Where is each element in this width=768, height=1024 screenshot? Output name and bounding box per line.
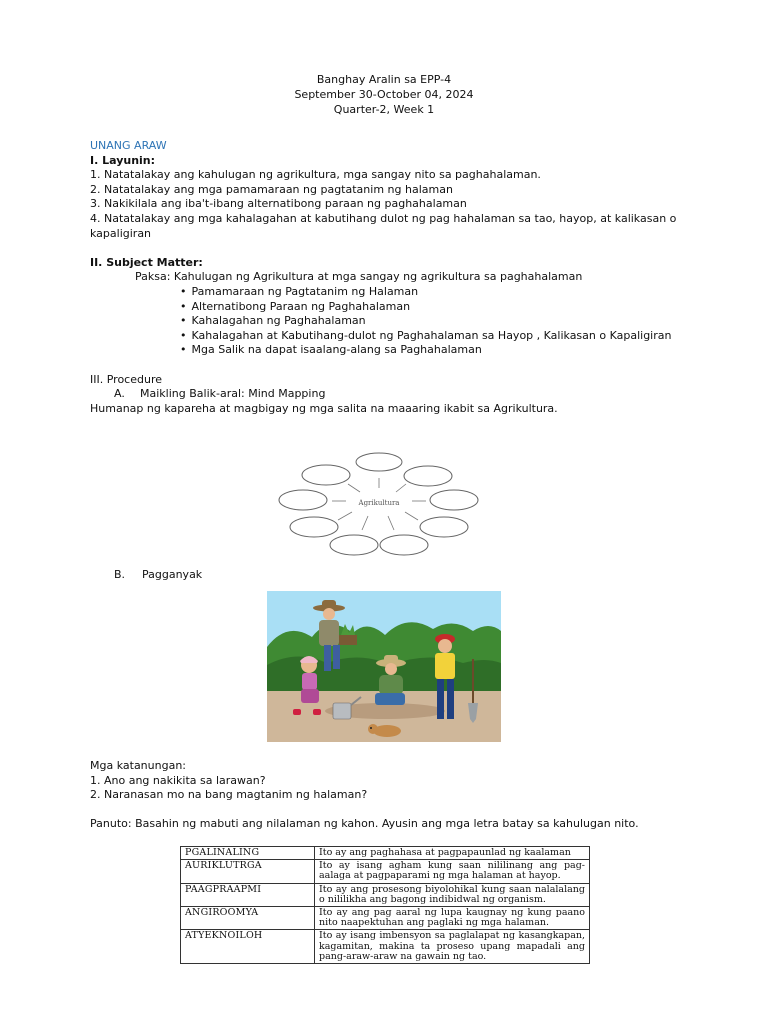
procedure-part-a — [90, 387, 690, 402]
question-item: 1. Ano ang nakikita sa larawan? — [90, 773, 266, 787]
subject-topic: Paksa: Kahulugan ng Agrikultura at mga sangay ng agrikultura sa paghahalaman — [135, 270, 583, 284]
questions-section — [90, 759, 690, 832]
subject-bullet: • Kahalagahan ng Paghahalaman — [180, 314, 690, 329]
subject-bullet: • Pamamaraan ng Pagtatanim ng Halaman — [180, 285, 690, 300]
scrambled-word: PAAGPRAAPMI — [181, 883, 315, 906]
day-label: UNANG ARAW — [90, 139, 167, 152]
part-a-instruction: Humanap ng kapareha at magbigay ng mga salita na maaaring ikabit sa Agrikultura. — [90, 401, 558, 415]
mind-map-center-label: Agrikultura — [358, 499, 400, 507]
part-a-title: Maikling Balik-aral: Mind Mapping — [140, 387, 326, 401]
document-dates: September 30-October 04, 2024 — [294, 88, 474, 101]
subject-bullet: • Kahalagahan at Kabutihang-dulot ng Paghahalaman sa Hayop , Kalikasan o Kapaligiran — [180, 329, 690, 344]
mind-map-bubble — [420, 517, 468, 537]
word-definition: Ito ay ang pag aaral ng lupa kaugnay ng kung paano nito naapektuhan ang paglaki ng mga halaman. — [315, 907, 590, 930]
kneeling-man-figure — [375, 655, 406, 705]
table-row — [181, 860, 590, 883]
mind-map-bubble — [380, 535, 428, 555]
objectives-heading: I. Layunin: — [90, 153, 156, 167]
procedure-heading: III. Procedure — [90, 372, 162, 386]
scrambled-word: AURIKLUTRGA — [181, 860, 315, 883]
lesson-body — [90, 139, 690, 416]
part-b-marker: B. — [114, 568, 126, 581]
table-row — [181, 907, 590, 930]
word-definition: Ito ay ang paghahasa at pagpapaunlad ng kaalaman — [315, 847, 590, 860]
question-item: 2. Naranasan mo na bang magtanim ng halaman? — [90, 788, 368, 802]
subject-bullet: • Alternatibong Paraan ng Paghahalaman — [180, 300, 690, 315]
questions-heading: Mga katanungan: — [90, 759, 186, 772]
objective-item: 4. Natatalakay ang mga kahalagahan at kabutihang dulot ng pag hahalaman sa tao, hayop, at kalikasan o kapaligiran — [90, 211, 677, 240]
objective-item: 3. Nakikilala ang iba't-ibang alternatibong paraan ng paghahalaman — [90, 197, 467, 211]
table-row — [181, 883, 590, 906]
mind-map-bubble — [404, 466, 452, 486]
part-a-marker: A. — [114, 387, 125, 401]
mind-map-bubble — [356, 453, 402, 471]
table-row — [181, 847, 590, 860]
mind-map-bubble — [290, 517, 338, 537]
mind-map-bubble — [279, 490, 327, 510]
scrambled-word: ATYEKNOILOH — [181, 930, 315, 964]
mind-map-bubble — [430, 490, 478, 510]
mind-map-diagram — [268, 448, 490, 560]
scrambled-word: ANGIROOMYA — [181, 907, 315, 930]
subject-bullet: • Mga Salik na dapat isaalang-alang sa Paghahalaman — [180, 343, 690, 358]
procedure-part-b — [90, 568, 690, 583]
mind-map-bubble — [302, 465, 350, 485]
document-header — [0, 73, 768, 118]
document-title: Banghay Aralin sa EPP-4 — [316, 73, 452, 86]
scrambled-words-table — [180, 846, 590, 964]
subject-matter-heading: II. Subject Matter: — [90, 255, 203, 269]
table-row — [181, 930, 590, 964]
subject-bullet-list — [90, 285, 690, 358]
objective-item: 1. Natatalakay ang kahulugan ng agrikultura, mga sangay nito sa paghahalaman. — [90, 168, 541, 182]
mind-map-bubble — [330, 535, 378, 555]
word-definition: Ito ay ang prosesong biyolohikal kung saan nalalalang o nililikha ang bagong indibidwal ng organism. — [315, 883, 590, 906]
document-quarter: Quarter-2, Week 1 — [333, 103, 435, 116]
objective-item: 2. Natatalakay ang mga pamamaraan ng pagtatanim ng halaman — [90, 182, 453, 196]
gardening-illustration — [267, 591, 501, 742]
directions-text: Panuto: Basahin ng mabuti ang nilalaman ng kahon. Ayusin ang mga letra batay sa kahulugan nito. — [90, 817, 639, 831]
word-definition: Ito ay isang agham kung saan nililinang ang pag-aalaga at pagpaparami ng mga halaman at hayop. — [315, 860, 590, 883]
part-b-section — [90, 568, 690, 583]
word-definition: Ito ay isang imbensyon sa paglalapat ng kasangkapan, kagamitan, makina ta proseso upang mapadali ang pang-araw-araw na gawain ng tao. — [315, 930, 590, 964]
part-b-title: Pagganyak — [142, 568, 203, 581]
scrambled-word: PGALINALING — [181, 847, 315, 860]
